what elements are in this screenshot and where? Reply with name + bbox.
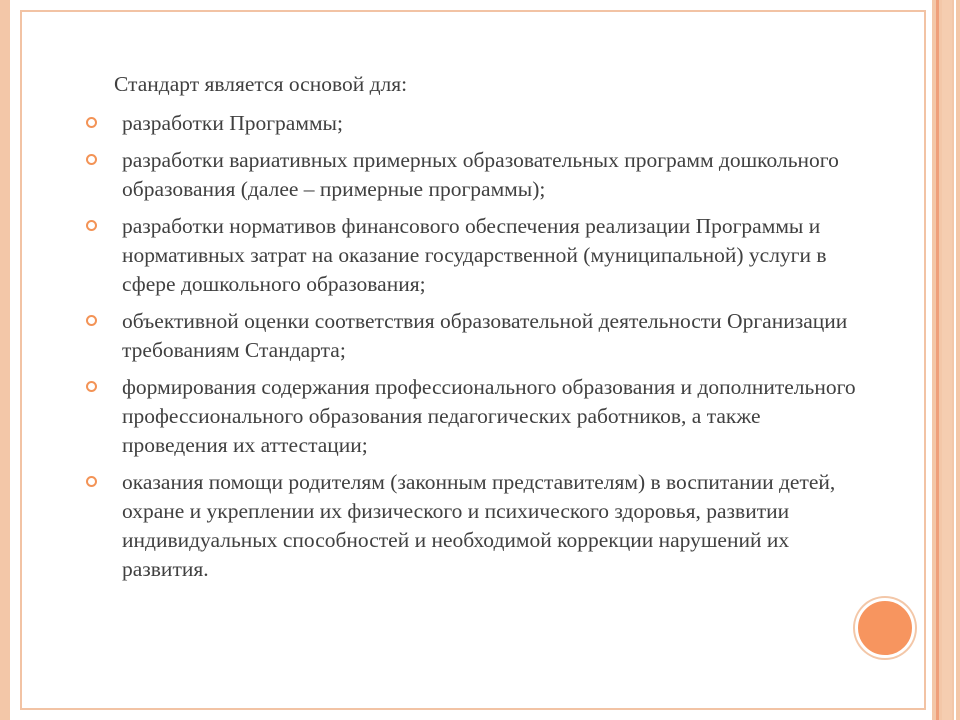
- list-item-text: разработки вариативных примерных образовательных программ дошкольного образования (далее – примерные программы);: [122, 148, 839, 201]
- stripe-line: [942, 0, 952, 720]
- decorative-circle: [855, 598, 915, 658]
- stripe-line: [954, 0, 956, 720]
- list-item-text: оказания помощи родителям (законным представителям) в воспитании детей, охране и укреплении их физического и психического здоровья, развитии индивидуальных способностей и необходимой коррекции нарушений их развития.: [122, 470, 836, 581]
- stripe-line: [930, 0, 932, 720]
- list-item: [86, 109, 856, 138]
- bullet-circle-icon: [86, 476, 97, 487]
- stripe-line: [936, 0, 939, 720]
- bullet-circle-icon: [86, 315, 97, 326]
- bullet-circle-icon: [86, 381, 97, 392]
- list-item: [86, 307, 856, 365]
- list-item-text: формирования содержания профессионального образования и дополнительного профессионального образования педагогических работников, а также проведения их аттестации;: [122, 375, 856, 457]
- bullet-circle-icon: [86, 117, 97, 128]
- list-item: [86, 373, 856, 460]
- bullet-circle-icon: [86, 154, 97, 165]
- bullet-circle-icon: [86, 220, 97, 231]
- slide: [10, 0, 930, 720]
- list-item: [86, 468, 856, 584]
- decorative-stripes: [930, 0, 960, 720]
- bullet-list: [86, 109, 856, 584]
- list-item: [86, 212, 856, 299]
- list-item-text: разработки нормативов финансового обеспечения реализации Программы и нормативных затрат на оказание государственной (муниципальной) услуги в сфере дошкольного образования;: [122, 214, 827, 296]
- list-item-text: объективной оценки соответствия образовательной деятельности Организации требованиям Стандарта;: [122, 309, 848, 362]
- list-item: [86, 146, 856, 204]
- intro-text: Стандарт является основой для:: [114, 72, 408, 96]
- slide-content: [86, 70, 856, 592]
- list-item-text: разработки Программы;: [122, 111, 343, 135]
